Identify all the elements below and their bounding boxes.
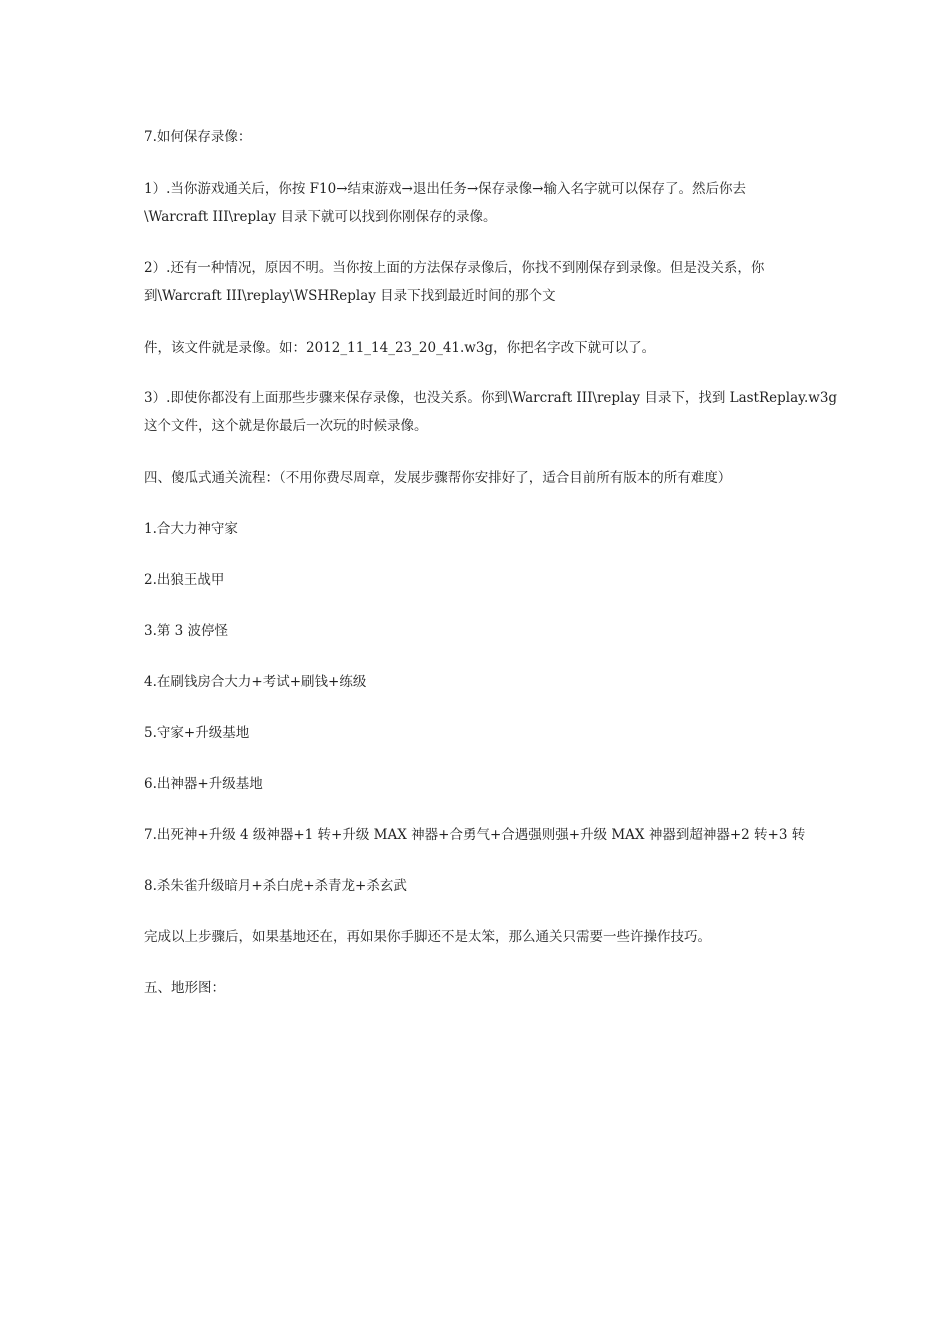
step-item: 1.合大力神守家 xyxy=(144,521,238,537)
step-item: 2.出狼王战甲 xyxy=(144,572,225,588)
section-4-heading: 四、傻瓜式通关流程：（不用你费尽周章，发展步骤帮你安排好了，适合目前所有版本的所有难度） xyxy=(144,470,732,486)
paragraph-item-3 xyxy=(144,384,838,440)
paragraph-line: 到\Warcraft III\replay\WSHReplay 目录下找到最近时间的那个文 xyxy=(144,288,556,304)
paragraph-item-2-continued xyxy=(144,334,824,362)
step-item: 5.守家+升级基地 xyxy=(144,725,250,741)
paragraph-line: 3）.即使你都没有上面那些步骤来保存录像，也没关系。你到\Warcraft III\replay 目录下，找到 LastReplay.w3g xyxy=(144,390,838,406)
paragraph-line: \Warcraft III\replay 目录下就可以找到你刚保存的录像。 xyxy=(144,209,497,225)
paragraph-line: 这个文件，这个就是你最后一次玩的时候录像。 xyxy=(144,418,428,434)
paragraph-line: 2）.还有一种情况，原因不明。当你按上面的方法保存录像后，你找不到刚保存到录像。但是没关系，你 xyxy=(144,260,765,276)
step-item: 6.出神器+升级基地 xyxy=(144,776,263,792)
section-7-heading: 7.如何保存录像： xyxy=(144,129,252,145)
step-item: 7.出死神+升级 4 级神器+1 转+升级 MAX 神器+合勇气+合遇强则强+升级 MAX 神器到超神器+2 转+3 转 xyxy=(144,827,806,843)
step-item: 3.第 3 波停怪 xyxy=(144,623,229,639)
paragraph-line: 件，该文件就是录像。如：2012_11_14_23_20_41.w3g，你把名字改下就可以了。 xyxy=(144,340,656,356)
section-5-heading: 五、地形图： xyxy=(144,980,225,996)
paragraph-line: 1）.当你游戏通关后，你按 F10→结束游戏→退出任务→保存录像→输入名字就可以保存了。然后你去 xyxy=(144,181,746,197)
step-item: 8.杀朱雀升级暗月+杀白虎+杀青龙+杀玄武 xyxy=(144,878,407,894)
paragraph-item-1 xyxy=(144,175,824,231)
paragraph-item-2 xyxy=(144,254,824,310)
conclusion-paragraph: 完成以上步骤后，如果基地还在，再如果你手脚还不是太笨，那么通关只需要一些许操作技巧。 xyxy=(144,929,711,945)
step-item: 4.在刷钱房合大力+考试+刷钱+练级 xyxy=(144,674,367,690)
